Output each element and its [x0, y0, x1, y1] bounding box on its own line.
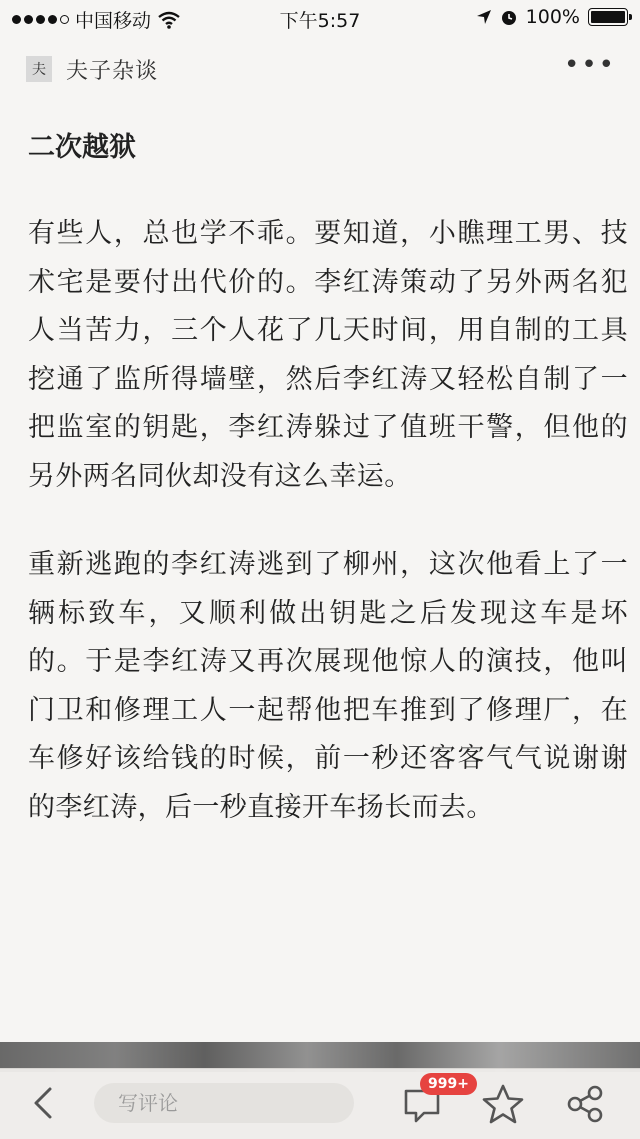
carrier-label: 中国移动: [75, 10, 152, 32]
status-right: [476, 6, 628, 28]
account-avatar[interactable]: 夫: [26, 56, 52, 82]
share-icon[interactable]: [566, 1085, 604, 1123]
battery-percent: 100%: [525, 6, 580, 28]
comment-count-badge: 999+: [420, 1073, 477, 1095]
more-options-button[interactable]: •••: [563, 50, 616, 80]
status-bar: [0, 0, 640, 36]
article-paragraph: 重新逃跑的李红涛逃到了柳州，这次他看上了一辆标致车，又顺利做出钥匙之后发现这车是坏的。于是李红涛又再次展现他惊人的演技，他叫门卫和修理工人一起帮他把车推到了修理厂，在车修好该给钱的时候，前一秒还客客气气说谢谢的李红涛，后一秒直接开车扬长而去。: [28, 549, 628, 823]
article-paragraph: 有些人，总也学不乖。要知道，小瞧理工男、技术宅是要付出代价的。李红涛策动了另外两名犯人当苦力，三个人花了几天时间，用自制的工具挖通了监所得墙壁，然后李红涛又轻松自制了一把监室的钥匙，李红涛躲过了值班干警，但他的另外两名同伙却没有这么幸运。: [28, 218, 628, 492]
alarm-icon: [500, 8, 518, 26]
status-time: 下午5:57: [279, 10, 361, 32]
back-icon[interactable]: [28, 1083, 58, 1123]
battery-fill: [591, 11, 625, 23]
bottom-toolbar: [0, 1068, 640, 1139]
battery-icon: [588, 8, 628, 26]
location-icon: [476, 9, 492, 25]
comment-input[interactable]: 写评论: [94, 1083, 354, 1123]
article-body: [28, 128, 628, 872]
article-header: [0, 44, 640, 96]
account-name[interactable]: 夫子杂谈: [66, 59, 159, 84]
article-heading: 二次越狱: [28, 132, 136, 163]
star-icon[interactable]: [482, 1083, 524, 1125]
